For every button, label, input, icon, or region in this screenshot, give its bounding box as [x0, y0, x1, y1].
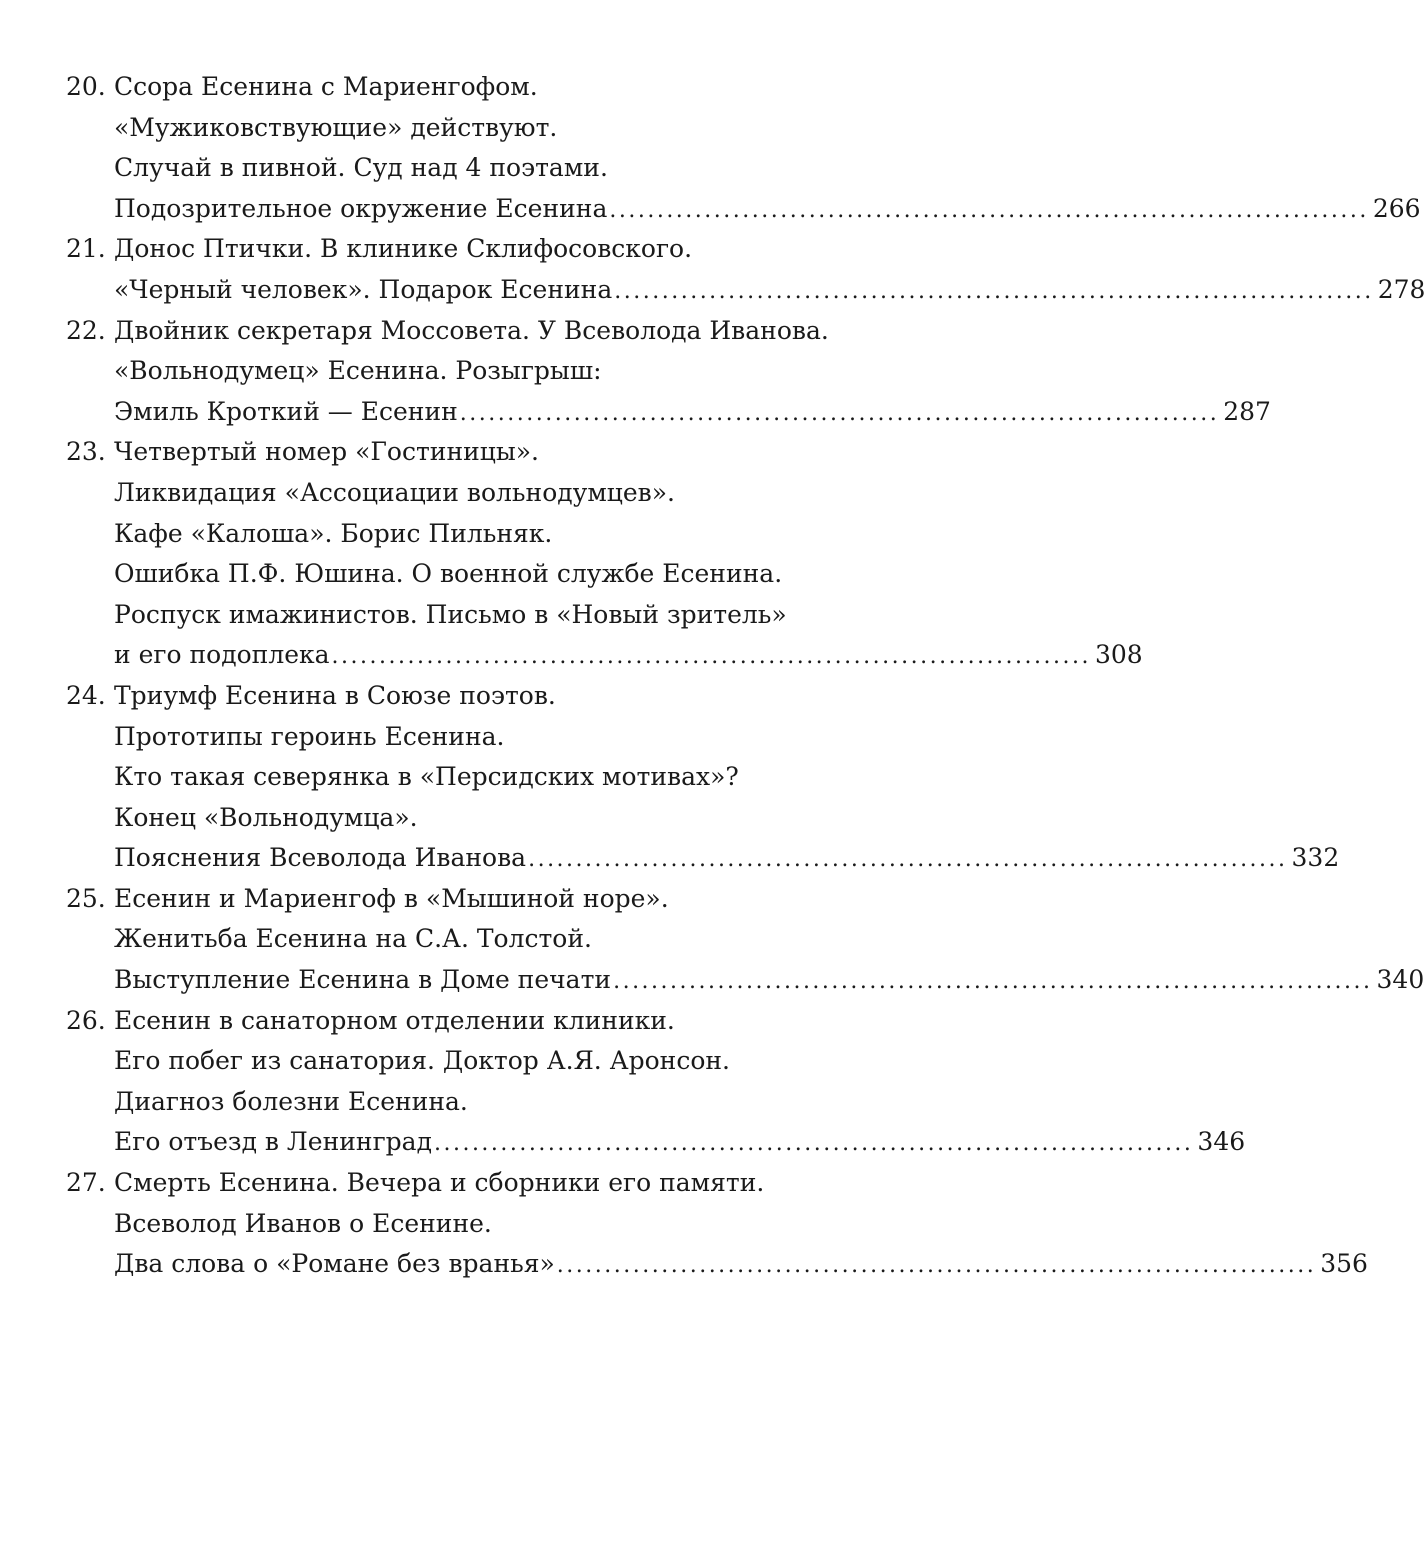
toc-line-text: Его побег из санатория. Доктор А.Я. Аронсон. — [114, 1046, 730, 1076]
toc-line-text: Донос Птички. В клинике Склифосовского. — [114, 234, 693, 264]
toc-entry — [66, 1163, 1368, 1285]
toc-page-number: 287 — [1223, 396, 1271, 426]
toc-line-text: Ошибка П.Ф. Юшина. О военной службе Есенина. — [114, 559, 783, 589]
toc-line-text: Женитьба Есенина на С.А. Толстой. — [114, 924, 592, 954]
toc-line-text: Кто такая северянка в «Персидских мотивах»? — [114, 762, 739, 792]
dot-leader: ................................................................................ — [556, 1253, 1317, 1279]
toc-line — [66, 717, 872, 758]
toc-line-text: Есенин и Мариенгоф в «Мышиной норе». — [114, 883, 669, 913]
toc-line-text: Подозрительное окружение Есенина — [114, 193, 608, 223]
dot-leader: ................................................................................ — [528, 847, 1288, 873]
toc-line-text: Пояснения Всеволода Иванова — [114, 843, 527, 873]
dot-leader: ................................................................................ — [433, 1131, 1194, 1157]
toc-line-text: Всеволод Иванов о Есенине. — [114, 1208, 492, 1238]
toc-line — [66, 311, 872, 352]
toc-line-text: Конец «Вольнодумца». — [114, 802, 418, 832]
toc-line — [66, 432, 872, 473]
dot-leader: ................................................................................ — [459, 400, 1220, 426]
toc-line-text: Два слова о «Романе без вранья» — [114, 1249, 555, 1279]
toc-line — [66, 1244, 1368, 1285]
toc-line — [66, 595, 872, 636]
toc-entry — [66, 1001, 1246, 1163]
dot-leader: ................................................................................ — [613, 969, 1373, 995]
toc-line-text: Выступление Есенина в Доме печати — [114, 965, 612, 995]
toc-line-text: «Мужиковствующие» действуют. — [114, 112, 558, 142]
toc-line-text: Случай в пивной. Суд над 4 поэтами. — [114, 153, 608, 183]
toc-page-number: 340 — [1376, 965, 1425, 995]
toc-line — [66, 148, 872, 189]
toc-line — [66, 635, 1143, 676]
toc-line — [66, 798, 872, 839]
toc-page-number: 356 — [1320, 1249, 1368, 1279]
toc-line — [66, 473, 872, 514]
toc-line-text: Эмиль Кроткий — Есенин — [114, 396, 458, 426]
toc-line — [66, 1122, 1246, 1163]
toc-line — [66, 67, 872, 108]
toc-line-text: Смерть Есенина. Вечера и сборники его памяти. — [114, 1168, 765, 1198]
toc-line — [66, 1082, 872, 1123]
toc-entry — [66, 432, 1143, 676]
toc-entry-number: 25. — [66, 883, 106, 913]
toc-line-text: Диагноз болезни Есенина. — [114, 1086, 468, 1116]
toc-line-text: Ссора Есенина с Мариенгофом. — [114, 72, 538, 101]
toc-line-text: Четвертый номер «Гостиницы». — [114, 437, 539, 467]
toc-line-text: Роспуск имажинистов. Письмо в «Новый зритель» — [114, 599, 787, 629]
toc-line-text: Триумф Есенина в Союзе поэтов. — [114, 680, 556, 710]
toc-line-text: Ликвидация «Ассоциации вольнодумцев». — [114, 477, 675, 507]
dot-leader: ................................................................................ — [614, 278, 1374, 304]
toc-line — [66, 229, 872, 270]
toc-page-number: 346 — [1197, 1127, 1246, 1157]
toc-line-text: Его отъезд в Ленинград — [114, 1127, 432, 1157]
toc-entry-number: 23. — [66, 437, 106, 467]
table-of-contents — [66, 67, 1425, 1285]
toc-entry-number: 21. — [66, 234, 106, 264]
toc-line — [66, 270, 1425, 311]
toc-entry — [66, 311, 1271, 433]
toc-page-number: 278 — [1377, 274, 1425, 304]
toc-entry — [66, 676, 1340, 879]
toc-entry-number: 22. — [66, 315, 106, 345]
toc-line-text: «Вольнодумец» Есенина. Розыгрыш: — [114, 356, 602, 386]
toc-line — [66, 1001, 872, 1042]
toc-line — [66, 189, 1421, 230]
toc-line — [66, 838, 1340, 879]
toc-line — [66, 757, 872, 798]
toc-entry — [66, 879, 1425, 1001]
toc-line-text: «Черный человек». Подарок Есенина — [114, 274, 613, 304]
toc-entry-number: 26. — [66, 1005, 106, 1035]
toc-line — [66, 879, 872, 920]
toc-line-text: и его подоплека — [114, 640, 330, 670]
toc-page-number: 308 — [1094, 640, 1143, 670]
toc-line — [66, 1163, 872, 1204]
toc-entry-number: 27. — [66, 1168, 106, 1198]
toc-line-text: Прототипы героинь Есенина. — [114, 721, 505, 751]
toc-page-number: 266 — [1372, 193, 1421, 223]
toc-line-text: Есенин в санаторном отделении клиники. — [114, 1005, 675, 1035]
toc-line-text: Двойник секретаря Моссовета. У Всеволода Иванова. — [114, 315, 829, 345]
toc-line — [66, 514, 872, 555]
toc-line — [66, 960, 1425, 1001]
toc-entry — [66, 67, 1421, 229]
dot-leader: ................................................................................ — [609, 197, 1369, 223]
toc-entry — [66, 229, 1425, 310]
toc-line — [66, 919, 872, 960]
toc-line — [66, 392, 1271, 433]
toc-line-text: Кафе «Калоша». Борис Пильняк. — [114, 518, 553, 548]
toc-line — [66, 351, 872, 392]
toc-line — [66, 1204, 872, 1245]
toc-entry-number: 20. — [66, 72, 106, 101]
toc-entry-number: 24. — [66, 680, 106, 710]
toc-line — [66, 676, 872, 717]
dot-leader: ................................................................................ — [331, 644, 1091, 670]
toc-line — [66, 554, 872, 595]
toc-line — [66, 1041, 872, 1082]
toc-page-number: 332 — [1291, 843, 1340, 873]
toc-line — [66, 108, 872, 149]
